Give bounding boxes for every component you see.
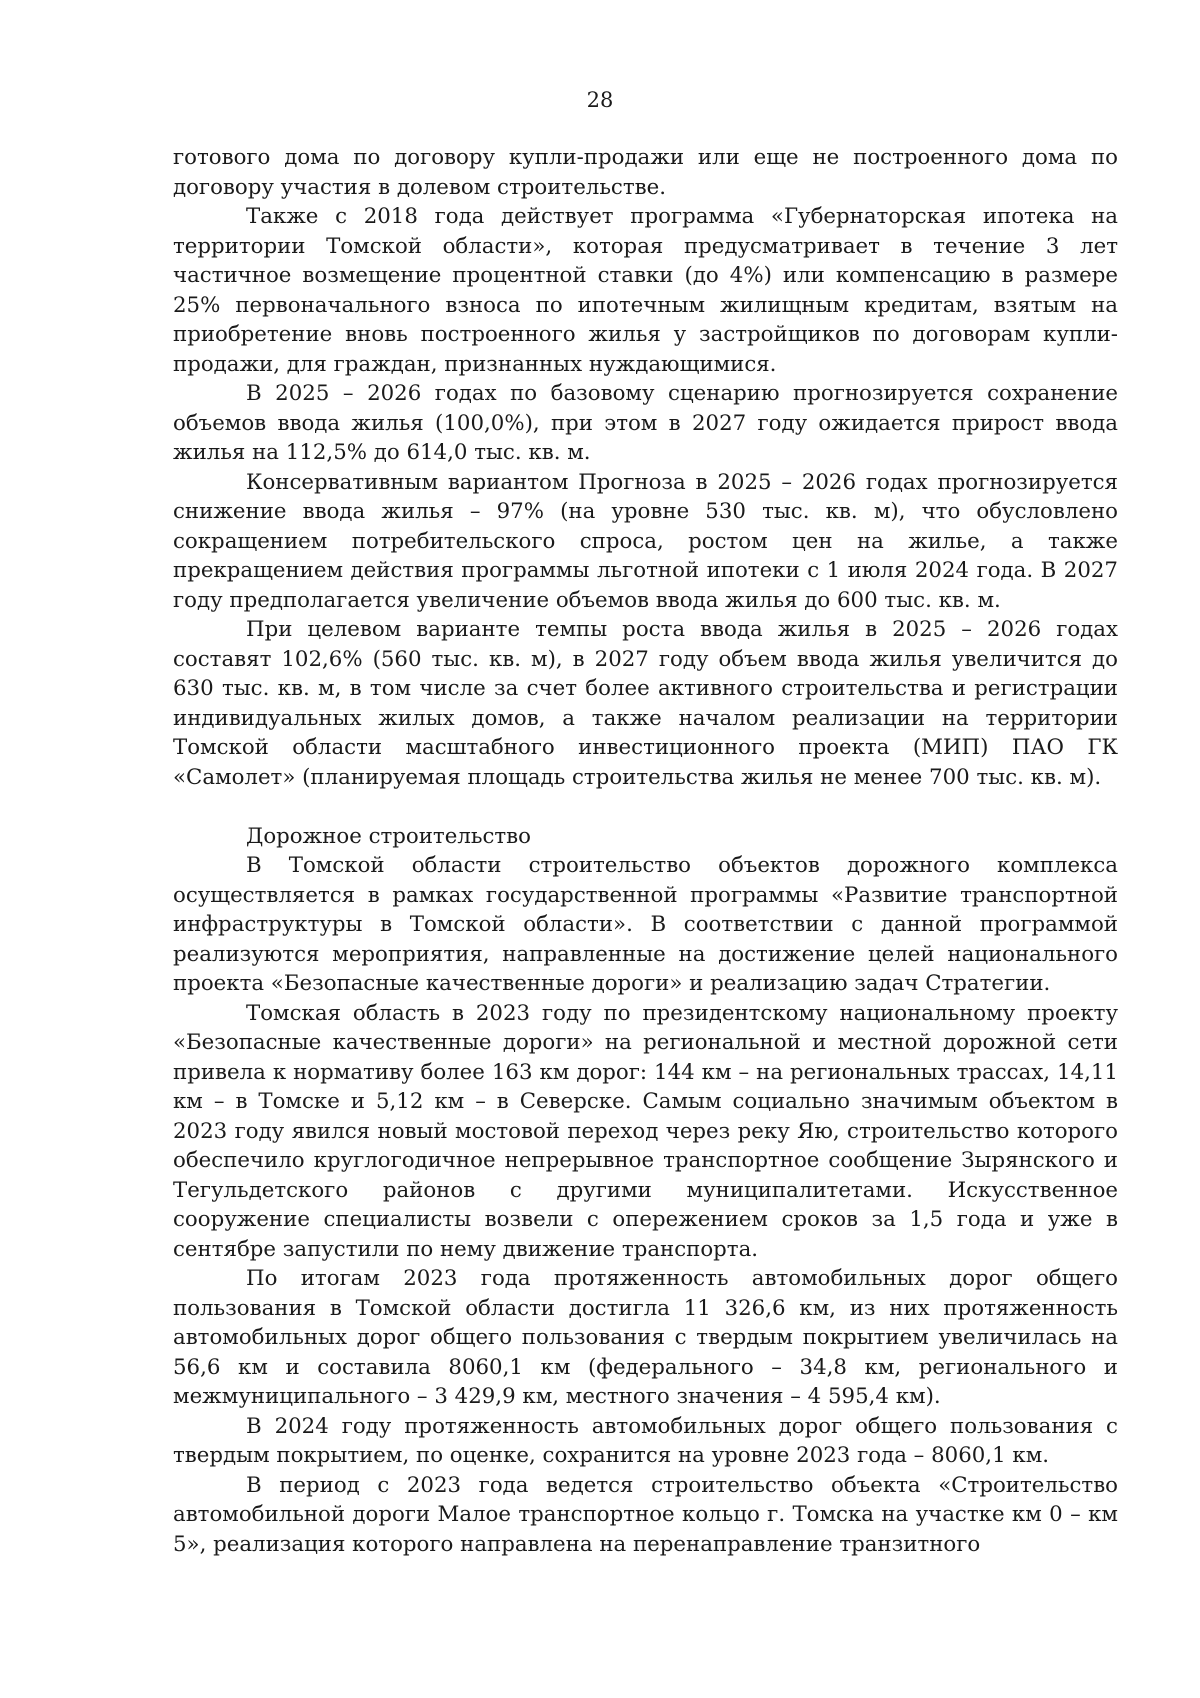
paragraph-road-program: В Томской области строительство объектов дорожного комплекса осуществляется в рамках государственной программы «Развитие транспортной инфраструктуры в Томской области». В соответствии с данной программой реализуются мероприятия, направленные на достижение целей национального проекта «Безопасные качественные дороги» и реализацию задач Стратегии.: [173, 853, 1118, 996]
paragraph-road-length-2024: В 2024 году протяженность автомобильных дорог общего пользования с твердым покрытием, по оценке, сохранится на уровне 2023 года – 8060,1 км.: [173, 1413, 1118, 1468]
paragraph-road-length-2023: По итогам 2023 года протяженность автомобильных дорог общего пользования в Томской области достигла 11 326,6 км, из них протяженность автомобильных дорог общего пользования с твердым покрытием увеличилась на 56,6 км и составила 8060,1 км (федерального – 34,8 км, регионального и межмуниципального – 3 429,9 км, местного значения – 4 595,4 км).: [173, 1266, 1118, 1409]
section-heading-road-construction: Дорожное строительство: [246, 823, 531, 849]
paragraph-continuation: готового дома по договору купли-продажи или еще не построенного дома по договору участия в долевом строительстве.: [173, 145, 1118, 200]
paragraph-governor-mortgage: Также с 2018 года действует программа «Губернаторская ипотека на территории Томской области», которая предусматривает в течение 3 лет частичное возмещение процентной ставки (до 4%) или компенсацию в размере 25% первоначального взноса по ипотечным жилищным кредитам, взятым на приобретение вновь построенного жилья у застройщиков по договорам купли-продажи, для граждан, признанных нуждающимися.: [173, 204, 1118, 377]
paragraph-conservative-scenario: Консервативным вариантом Прогноза в 2025 – 2026 годах прогнозируется снижение ввода жилья – 97% (на уровне 530 тыс. кв. м), что обусловлено сокращением потребительского спроса, ростом цен на жилье, а также прекращением действия программы льготной ипотеки с 1 июля 2024 года. В 2027 году предполагается увеличение объемов ввода жилья до 600 тыс. кв. м.: [173, 469, 1118, 613]
paragraph-small-ring-road: В период с 2023 года ведется строительство объекта «Строительство автомобильной дороги Малое транспортное кольцо г. Томска на участке км 0 – км 5», реализация которого направлена на перенаправление транзитного: [173, 1472, 1118, 1557]
document-body: [173, 143, 1118, 1559]
page-number: 28: [586, 88, 614, 112]
paragraph-national-project-2023: Томская область в 2023 году по президентскому национальному проекту «Безопасные качественные дороги» на региональной и местной дорожной сети привела к нормативу более 163 км дорог: 144 км – на региональных трассах, 14,11 км – в Томске и 5,12 км – в Северске. Самым социально значимым объектом в 2023 году явился новый мостовой переход через реку Яю, строительство которого обеспечило круглогодичное непрерывное транспортное сообщение Зырянского и Тегульдетского районов с другими муниципалитетами. Искусственное сооружение специалисты возвели с опережением сроков за 1,5 года и уже в сентябре запустили по нему движение транспорта.: [173, 1000, 1118, 1262]
paragraph-target-scenario: При целевом варианте темпы роста ввода жилья в 2025 – 2026 годах составят 102,6% (560 тыс. кв. м), в 2027 году объем ввода жилья увеличится до 630 тыс. кв. м, в том числе за счет более активного строительства и регистрации индивидуальных жилых домов, а также началом реализации на территории Томской области масштабного инвестиционного проекта (МИП) ПАО ГК «Самолет» (планируемая площадь строительства жилья не менее 700 тыс. кв. м).: [173, 617, 1118, 790]
paragraph-base-scenario: В 2025 – 2026 годах по базовому сценарию прогнозируется сохранение объемов ввода жилья (100,0%), при этом в 2027 году ожидается прирост ввода жилья на 112,5% до 614,0 тыс. кв. м.: [173, 381, 1118, 465]
